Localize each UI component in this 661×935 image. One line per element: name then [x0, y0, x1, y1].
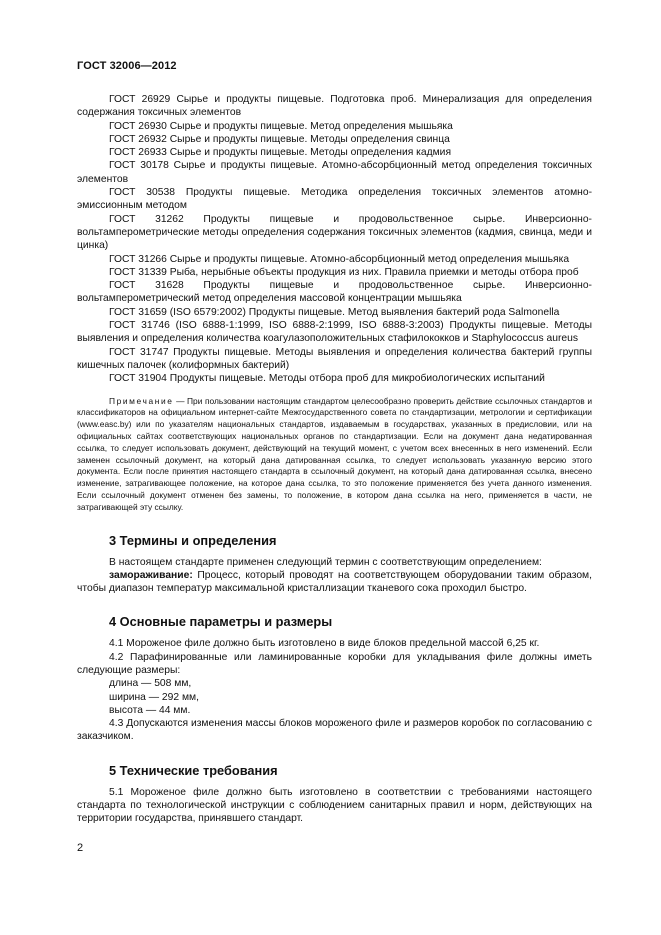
dimension-item: высота — 44 мм. — [109, 704, 191, 716]
dimension-item: ширина — 292 мм, — [109, 691, 199, 703]
reference-item: ГОСТ 30538 Продукты пищевые. Методика определения токсичных элементов атомно-эмиссионным методом — [77, 187, 592, 212]
section-paragraph: 5.1 Мороженое филе должно быть изготовлено в соответствии с требованиями настоящего стандарта по технологической инструкции с соблюдением санитарных правил и норм, действующих на территории государства, принявшего стандарт. — [77, 786, 592, 825]
reference-item: ГОСТ 30178 Сырье и продукты пищевые. Атомно-абсорбционный метод определения токсичных элементов — [77, 160, 592, 185]
reference-item: ГОСТ 26932 Сырье и продукты пищевые. Методы определения свинца — [109, 133, 450, 145]
note-paragraph — [77, 396, 592, 514]
section-paragraph: 4.2 Парафинированные или ламинированные коробки для укладывания филе должны иметь следующие размеры: — [77, 651, 592, 676]
reference-item: ГОСТ 31262 Продукты пищевые и продовольственное сырье. Инверсионно-вольтамперометрические методы определения содержания токсичных элементов (кадмия, свинца, меди и цинка) — [77, 213, 592, 252]
reference-item: ГОСТ 31266 Сырье и продукты пищевые. Атомно-абсорбционный метод определения мышьяка — [109, 253, 570, 265]
page-content — [77, 93, 592, 826]
reference-item: ГОСТ 26930 Сырье и продукты пищевые. Метод определения мышьяка — [109, 120, 453, 132]
section-paragraph: 4.1 Мороженое филе должно быть изготовлено в виде блоков предельной массой 6,25 кг. — [109, 638, 540, 650]
section-title: 4 Основные параметры и размеры — [109, 614, 333, 630]
term-text: Процесс, который проводят на соответствующем оборудовании таким образом, чтобы диапазон температур максимальной кристаллизации тканевого сока проходил быстро. — [77, 569, 592, 595]
document-header: ГОСТ 32006—2012 — [77, 60, 177, 72]
normative-references-list — [77, 93, 592, 386]
section-title: 5 Технические требования — [109, 762, 278, 778]
reference-item: ГОСТ 31747 Продукты пищевые. Методы выявления и определения количества бактерий группы кишечных палочек (колиформных бактерий) — [77, 346, 592, 371]
reference-item: ГОСТ 31628 Продукты пищевые и продовольственное сырье. Инверсионно-вольтамперометрический метод определения массовой концентрации мышьяка — [77, 280, 592, 305]
reference-item: ГОСТ 26933 Сырье и продукты пищевые. Методы определения кадмия — [109, 147, 452, 159]
page-number: 2 — [77, 842, 84, 854]
term-name: замораживание: — [109, 569, 193, 581]
section-paragraph: В настоящем стандарте применен следующий термин с соответствующим определением: — [109, 556, 542, 568]
dimension-item: длина — 508 мм, — [109, 678, 192, 690]
section-paragraph: 4.3 Допускаются изменения массы блоков мороженого филе и размеров коробок по согласованию с заказчиком. — [77, 718, 592, 743]
term-definition — [77, 569, 592, 596]
reference-item: ГОСТ 31746 (ISO 6888-1:1999, ISO 6888-2:1999, ISO 6888-3:2003) Продукты пищевые. Методы выявления и определения количества коагулазоположительных стафилококков и Staphylococcus aureus — [77, 320, 592, 345]
section-requirements — [77, 763, 592, 826]
note-label: Примечание — [109, 395, 174, 406]
reference-item: ГОСТ 31904 Продукты пищевые. Методы отбора проб для микробиологических испытаний — [109, 373, 545, 385]
reference-item: ГОСТ 26929 Сырье и продукты пищевые. Подготовка проб. Минерализация для определения содержания токсичных элементов — [77, 94, 592, 119]
section-parameters — [77, 614, 592, 743]
reference-item: ГОСТ 31659 (ISO 6579:2002) Продукты пищевые. Метод выявления бактерий рода Salmonella — [109, 306, 560, 318]
reference-item: ГОСТ 31339 Рыба, нерыбные объекты продукция из них. Правила приемки и методы отбора проб — [109, 266, 579, 278]
note-text: — При пользовании настоящим стандартом целесообразно проверить действие ссылочных стандартов и классификаторов на официальном интернет-сайте Межгосударственного совета по стандартизации, метрологии и сертификации (www.easc.by) или по указателям национальных стандартов, издаваемым в государствах, указанных в предисловии, или на официальных сайтах соответствующих национальных органов по стандартизации. Если на документ дана недатированная ссылка, то следует использовать документ, действующий на текущий момент, с учетом всех внесенных в него изменений. Если заменен ссылочный документ, на который дана датированная ссылка, то следует использовать указанную версию этого документа. Если после принятия настоящего стандарта в ссылочный документ, на который дана датированная ссылка, внесено изменение, затрагивающее положение, на которое дана ссылка, то это положение применяется без учета данного изменения. Если ссылочный документ отменен без замены, то положение, в котором дана ссылка на него, применяется в части, не затрагивающей эту ссылку. — [77, 395, 593, 512]
section-title: 3 Термины и определения — [109, 532, 277, 548]
section-terms — [77, 533, 592, 596]
